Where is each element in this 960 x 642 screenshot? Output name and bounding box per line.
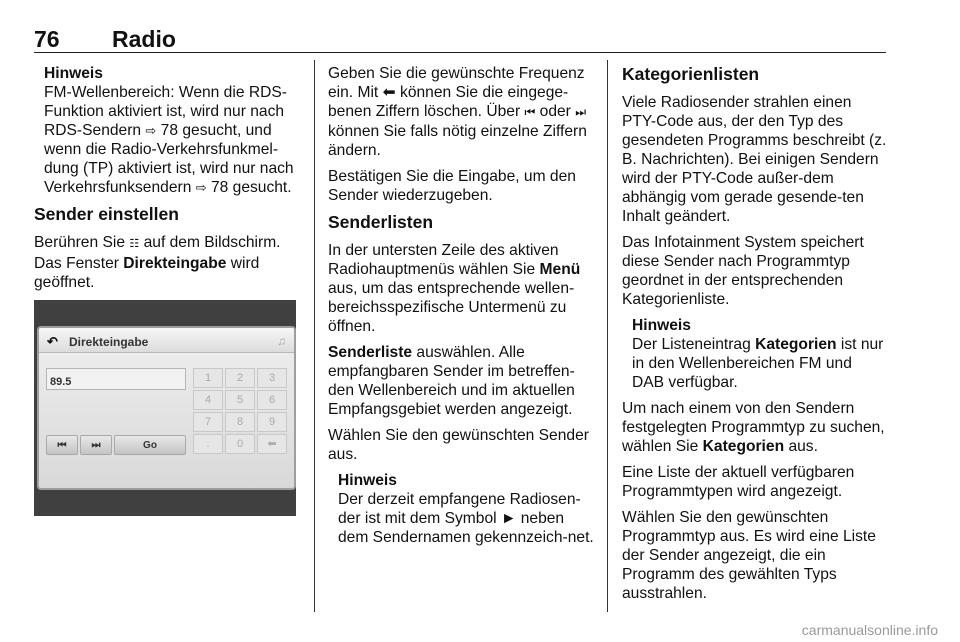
column-left (34, 64, 300, 516)
paragraph (328, 241, 594, 336)
backspace-arrow-icon: ⬅ (382, 84, 396, 101)
keypad-key[interactable]: 7 (193, 412, 223, 432)
keypad-key[interactable]: 5 (225, 390, 255, 410)
note-text: Der derzeit empfangene Radiosen-der ist mit dem Symbol (338, 491, 581, 527)
screen-title: Direkteingabe (69, 335, 149, 349)
paragraph (328, 64, 594, 160)
note-label: Hinweis (632, 317, 691, 334)
tune-icon: ☷ (129, 238, 140, 250)
bold-text: Kategorien (702, 438, 785, 455)
text: oder (539, 103, 571, 120)
skip-back-icon: ⏮ (524, 105, 536, 119)
section-title: Radio (112, 26, 176, 52)
section-heading: Kategorienlisten (622, 64, 760, 84)
text: können Sie falls nötig einzelne Ziffern ändern. (328, 123, 587, 159)
keypad-key[interactable]: 4 (193, 390, 223, 410)
back-arrow-icon[interactable]: ↶ (47, 334, 58, 349)
skip-forward-icon: ⏭ (575, 105, 587, 119)
page-reference-icon: ⇨ (145, 123, 157, 138)
note-text: FM-Wellenbereich: Wenn die RDS-Funktion aktiviert ist, wird nur nach RDS-Sendern (44, 84, 287, 139)
keypad-key[interactable]: 9 (257, 412, 287, 432)
frequency-field[interactable]: 89.5 (46, 368, 186, 390)
screen-frame (37, 326, 296, 490)
note-text: ist nur in den Wellenbereichen FM und DAB verfügbar. (632, 336, 884, 391)
keypad-key[interactable]: 3 (257, 368, 287, 388)
text: In der untersten Zeile des aktiven Radiohauptmenüs wählen Sie (328, 242, 559, 278)
note-label: Hinweis (44, 65, 103, 82)
page-reference-icon: ⇨ (195, 180, 207, 195)
text: können Sie die eingege-benen Ziffern löschen. Über (328, 84, 569, 120)
text: wird geöffnet. (34, 255, 260, 291)
column-middle (328, 64, 594, 554)
music-note-icon: ♫ (277, 334, 286, 348)
keypad-key[interactable]: 0 (225, 434, 255, 454)
watermark: carmanualsonline.info (801, 622, 938, 638)
text: auswählen. Alle empfangbaren Sender im betreffen-den Wellenbereich und im aktuellen Empfangsgebiet werden angezeigt. (328, 344, 575, 418)
seek-back-button[interactable]: ⏮ (46, 435, 78, 455)
bold-text: Senderliste (328, 344, 413, 361)
screen-title-bar (39, 328, 294, 353)
text: Um nach einem von den Sendern festgelegten Programmtyp zu suchen, wählen Sie (622, 400, 885, 455)
note-text: 78 gesucht. (210, 179, 292, 196)
note-block (632, 316, 888, 392)
play-triangle-icon: ► (500, 510, 517, 527)
note-text: neben dem Sendernamen gekennzeich-net. (338, 510, 594, 546)
column-divider (314, 60, 315, 612)
paragraph: Wählen Sie den gewünschten Sender aus. (328, 427, 589, 463)
bold-text: Menü (539, 261, 581, 278)
backspace-key[interactable]: ⬅ (257, 434, 287, 454)
bold-text: Direkteingabe (123, 255, 227, 272)
note-text: 78 gesucht, und wenn die Radio-Verkehrsfunkmel-dung (TP) aktiviert ist, wird nur nach Verkehrsfunksendern (44, 122, 294, 196)
text: Berühren Sie (34, 234, 126, 251)
page-number: 76 (34, 26, 60, 52)
paragraph (328, 343, 594, 419)
paragraph: Das Infotainment System speichert diese Sender nach Programmtyp geordnet in der entsprechenden Kategorienliste. (622, 234, 864, 308)
paragraph: Viele Radiosender strahlen einen PTY-Code aus, der den Typ des gesendeten Programms beschreibt (z. B. Nachrichten). Bei einigen Sendern wird der PTY-Code außer-dem abhängig vom gerade gesende-ten Inhalt geändert. (622, 94, 887, 225)
text: auf dem Bildschirm. Das Fenster (34, 234, 281, 272)
seek-forward-button[interactable]: ⏭ (80, 435, 112, 455)
keypad-key[interactable]: 6 (257, 390, 287, 410)
direct-entry-screenshot (34, 300, 296, 516)
paragraph (622, 399, 888, 456)
column-right (622, 64, 888, 610)
text: aus, um das entsprechende wellen-bereichsspezifische Untermenü zu öffnen. (328, 280, 575, 335)
note-label: Hinweis (338, 472, 397, 489)
keypad-key[interactable]: . (193, 434, 223, 454)
note-text: Der Listeneintrag (632, 336, 751, 353)
go-button[interactable]: Go (114, 435, 186, 455)
section-heading: Senderlisten (328, 212, 434, 232)
column-divider (607, 60, 608, 612)
bold-text: Kategorien (755, 336, 837, 353)
paragraph: Wählen Sie den gewünschten Programmtyp aus. Es wird eine Liste der Sender angezeigt, die ein Programm des gewählten Typs ausstrahlen. (622, 509, 876, 602)
text: aus. (788, 438, 818, 455)
note-block (44, 64, 300, 197)
text: Geben Sie die gewünschte Frequenz ein. Mit (328, 65, 585, 101)
keypad-key[interactable]: 8 (225, 412, 255, 432)
page-header (34, 26, 886, 53)
paragraph: Bestätigen Sie die Eingabe, um den Sender wiederzugeben. (328, 168, 576, 204)
paragraph (34, 233, 300, 292)
section-heading: Sender einstellen (34, 204, 179, 224)
note-block (338, 471, 594, 547)
keypad-key[interactable]: 1 (193, 368, 223, 388)
keypad-key[interactable]: 2 (225, 368, 255, 388)
paragraph: Eine Liste der aktuell verfügbaren Programmtypen wird angezeigt. (622, 464, 855, 500)
